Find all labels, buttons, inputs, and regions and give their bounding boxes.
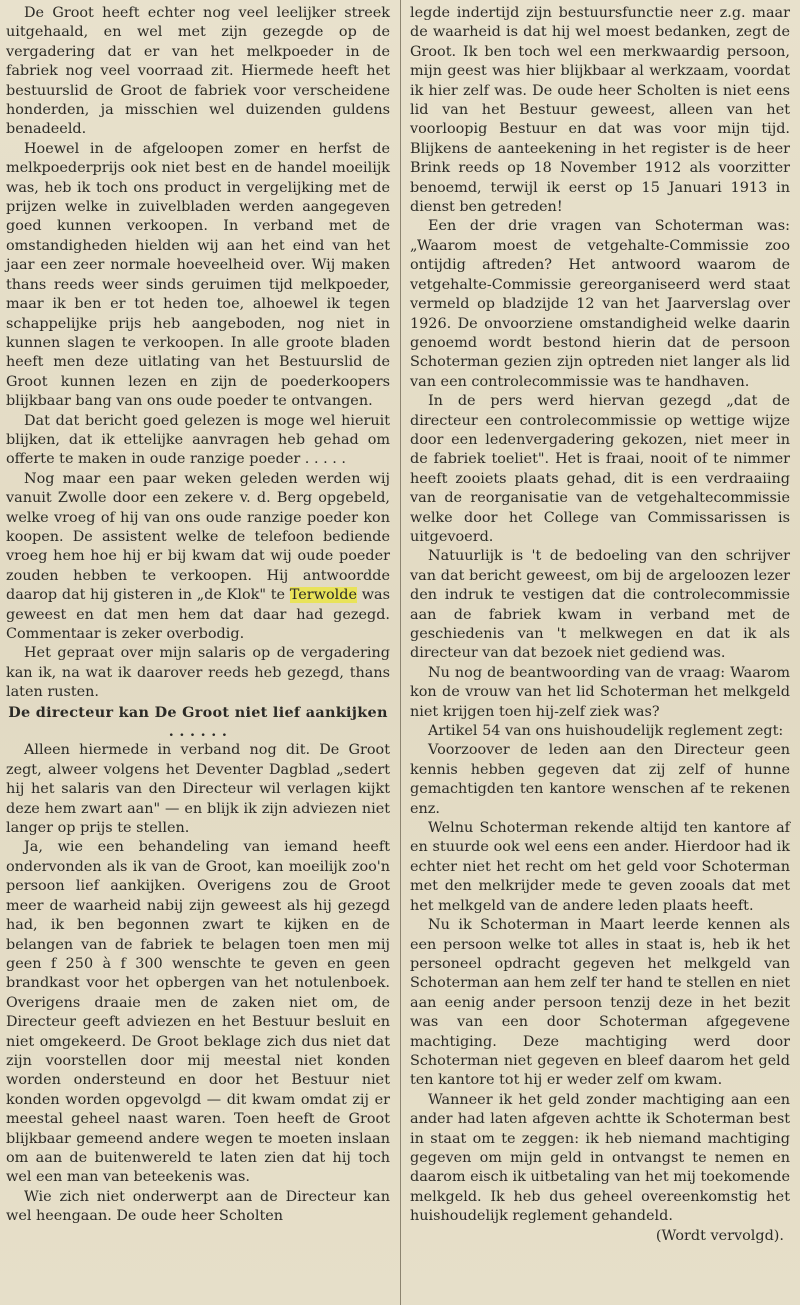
paragraph: legde indertijd zijn bestuursfunctie neer z.g. maar de waarheid is dat hij wel moest bedanken, zegt de Groot. Ik ben toch wel een merkwaardig persoon, mijn geest was hier blijkbaar al werkzaam, voordat ik hier zelf was. De oude heer Scholten is niet eens lid van het Bestuur geweest, alleen van het voorloopig Bestuur en dat was voor mijn tijd. Blijkens de aanteekening in het register is de heer Brink reeds op 18 November 1912 als voorzitter benoemd, terwijl ik eerst op 15 Januari 1913 in dienst ben getreden! (410, 5, 790, 216)
left-column (6, 4, 390, 1227)
paragraph: Artikel 54 van ons huishoudelijk reglement zegt: (428, 723, 784, 740)
paragraph: De Groot heeft echter nog veel leelijker streek uitgehaald, en wel met zijn gezegde op de vergadering dat er van het melkpoeder in de fabriek nog veel voorraad zit. Hiermede heeft het bestuurslid de Groot de fabriek voor verscheidene honderden, ja misschien wel duizenden guldens benadeeld. (6, 5, 390, 138)
section-subheading: De directeur kan De Groot niet lief aankijken . . . . . . (8, 703, 388, 741)
paragraph: Hoewel in de afgeloopen zomer en herfst de melkpoederprijs ook niet best en de handel moeilijk was, heb ik toch ons product in vergelijking met de prijzen welke in zuivelbladen werden aangegeven goed kunnen verkoopen. In verband met de omstandigheden hielden wij aan het eind van het jaar een zeer normale hoeveelheid over. Wij maken thans reeds weer sinds geruimen tijd melkpoeder, maar ik ben er tot heden toe, alhoewel ik tegen schappelijke prijs heb aangeboden, nog niet in kunnen slagen te verkoopen. In alle groote bladen heeft men deze uitlating van het Bestuurslid de Groot kunnen lezen en zijn de poederkoopers blijkbaar bang van ons oude poeder te ontvangen. (6, 140, 390, 410)
column-divider (400, 0, 401, 1305)
paragraph: Welnu Schoterman rekende altijd ten kantore af en stuurde ook wel eens een ander. Hierdoor had ik echter niet het recht om het geld voor Schoterman met den melkrijder mede te geven zooals dat met het melkgeld van de andere leden plaats heeft. (410, 820, 790, 914)
paragraph: Nu nog de beantwoording van de vraag: Waarom kon de vrouw van het lid Schoterman het melkgeld niet krijgen toen hij-zelf ziek was? (410, 664, 790, 720)
paragraph (6, 470, 390, 645)
paragraph: In de pers werd hiervan gezegd „dat de directeur een controlecommissie op wettige wijze door een ledenvergadering gekozen, niet meer in de fabriek toeliet". Het is fraai, nooit of te nimmer heeft zooiets plaats gehad, dit is een verdraaiing van de reorganisatie van de vetgehaltecommissie welke door het College van Commissarissen is uitgevoerd. (410, 393, 790, 545)
paragraph: Het gepraat over mijn salaris op de vergadering kan ik, na wat ik daarover reeds heb gezegd, thans laten rusten. (6, 645, 390, 701)
continuation-note: (Wordt vervolgd). (655, 1227, 784, 1244)
paragraph-text: Nog maar een paar weken geleden werden wij vanuit Zwolle door een zekere v. d. Berg opgebeld, welke vroeg of hij van ons oude ranzige poeder kon koopen. De assistent welke de telefoon bediende vroeg hem hoe hij er bij kwam dat wij oude poeder zouden hebben te verkoopen. Hij antwoordde daarop dat hij gisteren in „de Klok" te (6, 470, 390, 604)
paragraph: Natuurlijk is 't de bedoeling van den schrijver van dat bericht geweest, om bij de argeloozen lezer den indruk te vestigen dat die controlecommissie aan de fabriek kwam in verband met de geschiedenis van 't melkwegen en dat ik als directeur van dat bezoek niet gediend was. (410, 548, 790, 662)
paragraph: Wanneer ik het geld zonder machtiging aan een ander had laten afgeven achtte ik Schoterman best in staat om te zeggen: ik heb niemand machtiging gegeven om mijn geld in ontvangst te nemen en daarom eisch ik uitbetaling van het mij toekomende melkgeld. Ik heb dus geheel overeenkomstig het huishoudelijk reglement gehandeld. (410, 1091, 790, 1225)
paragraph: Ja, wie een behandeling van iemand heeft ondervonden als ik van de Groot, kan moeilijk zoo'n persoon lief aankijken. Overigens zou de Groot meer de waarheid nabij zijn geweest als hij gezegd had, ik ben begonnen zwart te kijken en de belangen van de fabriek te belagen toen men mij geen f 250 à f 300 wenschte te geven en geen brandkast voor het opbergen van het notulenboek. Overigens draaie men de zaken niet om, de Directeur geeft adviezen en het Bestuur besluit en niet omgekeerd. De Groot beklage zich dus niet dat zijn voorstellen door mij meestal niet konden worden ondersteund en door het Bestuur niet konden worden opgevolgd — dit kwam omdat zij er meestal geheel naast waren. Toen heeft de Groot blijkbaar gemeend andere wegen te moeten inslaan om aan de buitenwereld te laten zien dat hij toch wel een man van beteekenis was. (6, 839, 390, 1186)
highlighted-term: Terwolde (289, 587, 357, 604)
paragraph: Een der drie vragen van Schoterman was: „Waarom moest de vetgehalte-Commissie zoo ontijdig aftreden? Het antwoord waarom de vetgehalte-Commissie gereorganiseerd werd staat vermeld op bladzijde 12 van het Jaarverslag over 1926. De onvoorziene omstandigheid welke daarin genoemd wordt bestond hierin dat de persoon Schoterman gezien zijn optreden niet langer als lid van een controlecommissie was te handhaven. (410, 218, 790, 390)
paragraph: Voorzoover de leden aan den Directeur geen kennis hebben gegeven dat zij zelf of hunne gemachtigden ten kantore wenschen af te rekenen enz. (410, 742, 790, 817)
paragraph: Alleen hiermede in verband nog dit. De Groot zegt, alweer volgens het Deventer Dagblad „sedert hij het salaris van den Directeur wil verlagen kijkt deze hem zwart aan" — en blijk ik zijn adviezen niet langer op prijs te stellen. (6, 742, 390, 837)
paragraph: Dat dat bericht goed gelezen is moge wel hieruit blijken, dat ik ettelijke aanvragen heb gehad om offerte te maken in oude ranzige poeder . . . . . (6, 412, 390, 468)
paragraph-text: was geweest en dat men hem dat daar had gezegd. Commentaar is zeker overbodig. (6, 587, 390, 642)
right-column (410, 4, 790, 1246)
paragraph: Wie zich niet onderwerpt aan de Directeur kan wel heengaan. De oude heer Scholten (6, 1188, 390, 1225)
paragraph: Nu ik Schoterman in Maart leerde kennen als een persoon welke tot alles in staat is, heb ik het personeel opdracht gegeven het melkgeld van Schoterman aan hem zelf ter hand te stellen en niet aan eenig ander persoon tenzij deze in het bezit was van een door Schoterman afgegevene machtiging. Deze machtiging werd door Schoterman niet gegeven en bleef daarom het geld ten kantore tot hij er weder zelf om kwam. (410, 917, 791, 1089)
